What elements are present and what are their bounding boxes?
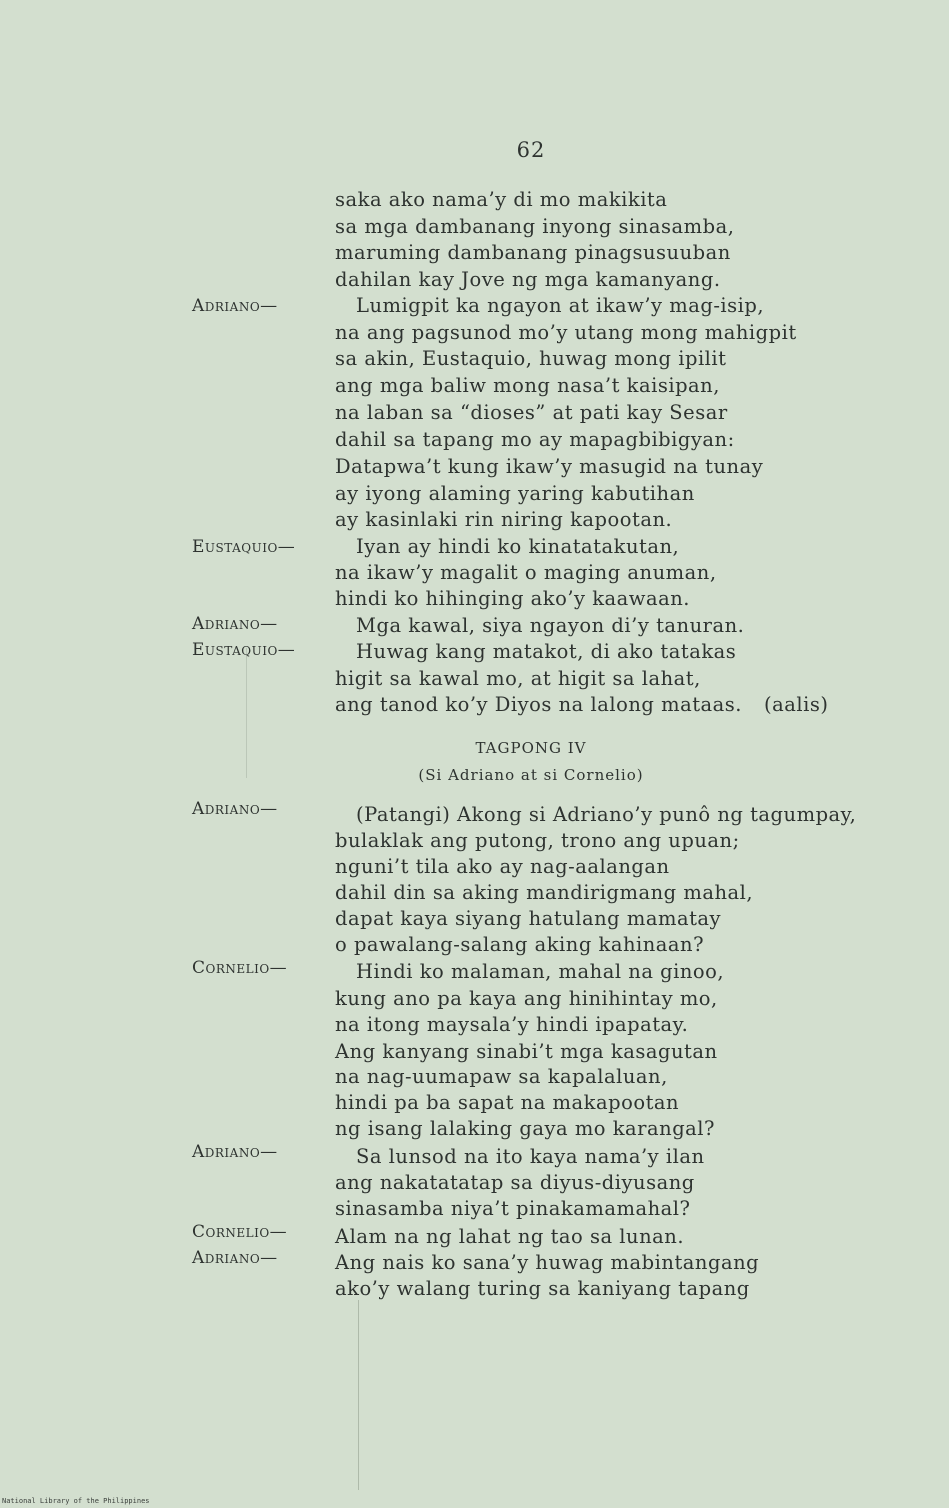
verse-line: sinasamba niya’t pinakamamahal? <box>335 1197 691 1220</box>
verse-line: na itong maysala’y hindi ipapatay. <box>335 1013 689 1036</box>
verse-line: (Patangi) Akong si Adriano’y punô ng tagumpay, <box>356 803 857 826</box>
verse-line: Iyan ay hindi ko kinatatakutan, <box>356 535 680 558</box>
stage-direction: (aalis) <box>763 693 829 716</box>
verse-line: Lumigpit ka ngayon at ikaw’y mag-isip, <box>356 294 765 317</box>
verse-line: nguni’t tila ako ay nag-aalangan <box>335 855 670 878</box>
speaker-name: Adriano— <box>192 1142 278 1162</box>
verse-line: sa akin, Eustaquio, huwag mong ipilit <box>335 347 727 370</box>
footer-watermark: National Library of the Philippines <box>2 1497 150 1505</box>
speaker-name: Adriano— <box>192 296 278 316</box>
verse-line: saka ako nama’y di mo makikita <box>335 188 668 211</box>
verse-line: dahil din sa aking mandirigmang mahal, <box>335 881 754 904</box>
verse-line: dapat kaya siyang hatulang mamatay <box>335 907 722 930</box>
verse-line: o pawalang-salang aking kahinaan? <box>335 933 705 956</box>
scene-title: TAGPONG IV <box>475 739 587 757</box>
verse-line: ako’y walang turing sa kaniyang tapang <box>335 1277 750 1300</box>
verse-line: kung ano pa kaya ang hinihintay mo, <box>335 987 718 1010</box>
speaker-name: Eustaquio— <box>192 537 296 557</box>
verse-line: na laban sa “dioses” at pati kay Sesar <box>335 401 728 424</box>
verse-line: ay iyong alaming yaring kabutihan <box>335 482 695 505</box>
verse-line: dahilan kay Jove ng mga kamanyang. <box>335 268 721 291</box>
speaker-name: Adriano— <box>192 614 278 634</box>
speaker-name: Eustaquio— <box>192 640 296 660</box>
verse-line: Mga kawal, siya ngayon di’y tanuran. <box>356 614 745 637</box>
verse-line: ang nakatatatap sa diyus-diyusang <box>335 1171 695 1194</box>
verse-line: higit sa kawal mo, at higit sa lahat, <box>335 667 701 690</box>
verse-line: sa mga dambanang inyong sinasamba, <box>335 215 735 238</box>
scan-fold-line <box>358 1300 359 1490</box>
verse-line: dahil sa tapang mo ay mapagbibigyan: <box>335 428 735 451</box>
verse-line: na nag-uumapaw sa kapalaluan, <box>335 1065 668 1088</box>
verse-line: ng isang lalaking gaya mo karangal? <box>335 1117 715 1140</box>
verse-line: na ang pagsunod mo’y utang mong mahigpit <box>335 321 797 344</box>
verse-line: Ang kanyang sinabi’t mga kasagutan <box>335 1040 718 1063</box>
speaker-name: Cornelio— <box>192 1222 288 1242</box>
verse-line: ay kasinlaki rin niring kapootan. <box>335 508 673 531</box>
scene-subtitle: (Si Adriano at si Cornelio) <box>418 766 644 784</box>
verse-line <box>335 693 828 717</box>
verse-line: Ang nais ko sana’y huwag mabintangang <box>335 1251 760 1274</box>
page-number: 62 <box>516 138 546 162</box>
speaker-name: Adriano— <box>192 1248 278 1268</box>
verse-line: Sa lunsod na ito kaya nama’y ilan <box>356 1145 705 1168</box>
verse-line: na ikaw’y magalit o maging anuman, <box>335 561 717 584</box>
verse-line: hindi ko hihinging ako’y kaawaan. <box>335 587 690 610</box>
speaker-name: Cornelio— <box>192 958 288 978</box>
verse-line: bulaklak ang putong, trono ang upuan; <box>335 829 740 852</box>
verse-line: maruming dambanang pinagsusuuban <box>335 241 731 264</box>
scan-fold-line <box>246 648 247 778</box>
speaker-name: Adriano— <box>192 799 278 819</box>
verse-text: ang tanod ko’y Diyos na lalong mataas. <box>335 693 742 716</box>
verse-line: Hindi ko malaman, mahal na ginoo, <box>356 960 725 983</box>
verse-line: Alam na ng lahat ng tao sa lunan. <box>335 1225 685 1248</box>
verse-line: ang mga baliw mong nasa’t kaisipan, <box>335 374 720 397</box>
verse-line: Datapwa’t kung ikaw’y masugid na tunay <box>335 455 764 478</box>
verse-line: hindi pa ba sapat na makapootan <box>335 1091 680 1114</box>
verse-line: Huwag kang matakot, di ako tatakas <box>356 640 737 663</box>
